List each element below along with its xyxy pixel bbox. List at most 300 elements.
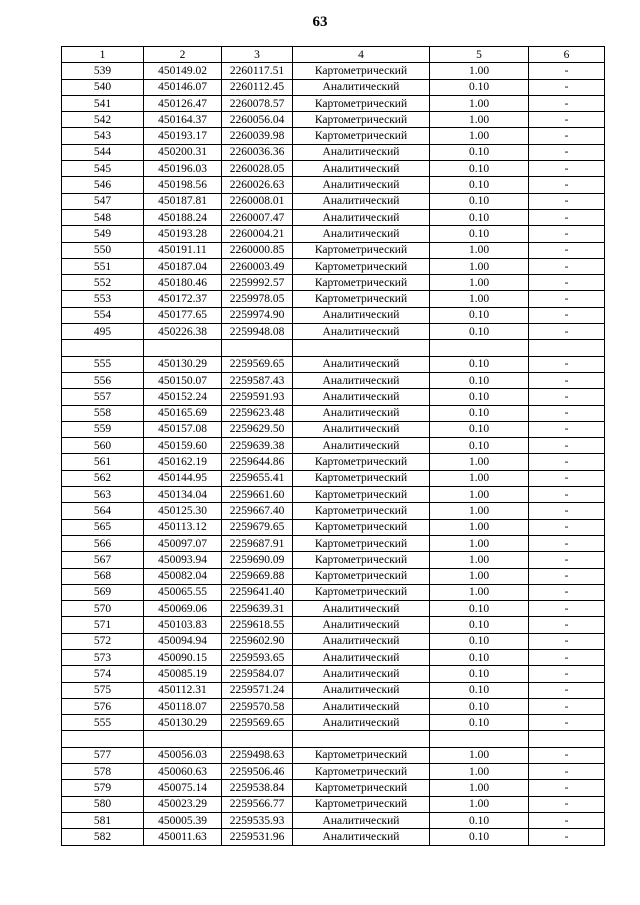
- table-cell: 450193.17: [144, 128, 222, 144]
- table-cell: 562: [62, 470, 144, 486]
- table-cell: 450113.12: [144, 519, 222, 535]
- table-cell: 450152.24: [144, 389, 222, 405]
- table-cell: Аналитический: [293, 812, 430, 828]
- table-row: [62, 307, 605, 323]
- table-cell: Картометрический: [293, 796, 430, 812]
- table-cell: 450093.94: [144, 552, 222, 568]
- table-cell: -: [529, 242, 605, 258]
- table-cell: 2259655.41: [222, 470, 293, 486]
- table-cell: -: [529, 470, 605, 486]
- table-row: [62, 552, 605, 568]
- table-cell: -: [529, 617, 605, 633]
- table-cell: 2259992.57: [222, 275, 293, 291]
- table-row: [62, 275, 605, 291]
- table-body: [62, 63, 605, 845]
- table-cell: 2259569.65: [222, 356, 293, 372]
- table-cell: 2259538.84: [222, 780, 293, 796]
- table-cell: 563: [62, 487, 144, 503]
- table-cell: 2259639.31: [222, 601, 293, 617]
- table-cell: 555: [62, 715, 144, 731]
- table-cell: -: [529, 682, 605, 698]
- table-cell: 2259667.40: [222, 503, 293, 519]
- table-cell: -: [529, 193, 605, 209]
- header-row: [62, 47, 605, 63]
- table-cell: Картометрический: [293, 568, 430, 584]
- table-cell: 450065.55: [144, 584, 222, 600]
- table-cell: 1.00: [430, 454, 529, 470]
- table-cell: Аналитический: [293, 617, 430, 633]
- table-cell: Аналитический: [293, 698, 430, 714]
- table-cell: Картометрический: [293, 258, 430, 274]
- table-cell: Картометрический: [293, 242, 430, 258]
- table-cell: 0.10: [430, 307, 529, 323]
- table-cell: -: [529, 291, 605, 307]
- table-row: [62, 226, 605, 242]
- table-row: [62, 470, 605, 486]
- table-cell: -: [529, 112, 605, 128]
- table-cell: -: [529, 128, 605, 144]
- table-cell: 1.00: [430, 112, 529, 128]
- table-cell: 450144.95: [144, 470, 222, 486]
- table-cell: 2259974.90: [222, 307, 293, 323]
- table-cell: 450226.38: [144, 324, 222, 340]
- table-cell: Картометрический: [293, 95, 430, 111]
- table-cell: 539: [62, 63, 144, 79]
- table-cell: 450198.56: [144, 177, 222, 193]
- table-cell: 2260004.21: [222, 226, 293, 242]
- table-cell: -: [529, 209, 605, 225]
- table-row: [62, 421, 605, 437]
- table-cell: -: [529, 796, 605, 812]
- table-cell: 0.10: [430, 226, 529, 242]
- table-cell: -: [529, 258, 605, 274]
- table-cell: 553: [62, 291, 144, 307]
- table-cell: -: [529, 79, 605, 95]
- table-cell: Аналитический: [293, 324, 430, 340]
- table-cell: 450157.08: [144, 421, 222, 437]
- table-cell: 546: [62, 177, 144, 193]
- section-separator-row: [62, 731, 605, 747]
- table-cell: 1.00: [430, 291, 529, 307]
- table-cell: 541: [62, 95, 144, 111]
- table-cell: 450164.37: [144, 112, 222, 128]
- table-cell: 2259569.65: [222, 715, 293, 731]
- table-cell: 2259639.38: [222, 438, 293, 454]
- table-cell: 573: [62, 649, 144, 665]
- empty-cell: [293, 340, 430, 356]
- table-row: [62, 829, 605, 845]
- column-header: 1: [62, 47, 144, 63]
- table-cell: Аналитический: [293, 144, 430, 160]
- table-cell: 2260000.85: [222, 242, 293, 258]
- table-cell: -: [529, 584, 605, 600]
- table-cell: 450097.07: [144, 535, 222, 551]
- table-cell: 2259570.58: [222, 698, 293, 714]
- table-row: [62, 209, 605, 225]
- table-cell: 0.10: [430, 438, 529, 454]
- table-cell: Картометрический: [293, 454, 430, 470]
- table-cell: 450187.04: [144, 258, 222, 274]
- table-cell: 552: [62, 275, 144, 291]
- table-cell: 1.00: [430, 519, 529, 535]
- table-cell: 1.00: [430, 503, 529, 519]
- table-row: [62, 503, 605, 519]
- table-row: [62, 666, 605, 682]
- table-cell: Аналитический: [293, 356, 430, 372]
- table-cell: Аналитический: [293, 633, 430, 649]
- table-cell: 450188.24: [144, 209, 222, 225]
- table-cell: 2260039.98: [222, 128, 293, 144]
- table-cell: 2260028.05: [222, 161, 293, 177]
- table-row: [62, 698, 605, 714]
- table-cell: Аналитический: [293, 666, 430, 682]
- table-cell: 0.10: [430, 324, 529, 340]
- table-cell: -: [529, 161, 605, 177]
- table-cell: 543: [62, 128, 144, 144]
- table-cell: Аналитический: [293, 438, 430, 454]
- table-cell: 450075.14: [144, 780, 222, 796]
- table-cell: Аналитический: [293, 389, 430, 405]
- table-cell: 548: [62, 209, 144, 225]
- table-cell: Картометрический: [293, 780, 430, 796]
- table-cell: Картометрический: [293, 764, 430, 780]
- table-cell: 557: [62, 389, 144, 405]
- table-cell: 1.00: [430, 552, 529, 568]
- column-header: 3: [222, 47, 293, 63]
- table-cell: 2259687.91: [222, 535, 293, 551]
- table-cell: 2259669.88: [222, 568, 293, 584]
- table-cell: -: [529, 275, 605, 291]
- table-cell: 1.00: [430, 95, 529, 111]
- empty-cell: [529, 340, 605, 356]
- table-cell: 2260117.51: [222, 63, 293, 79]
- table-cell: 450193.28: [144, 226, 222, 242]
- table-cell: 2259644.86: [222, 454, 293, 470]
- table-cell: Аналитический: [293, 79, 430, 95]
- table-cell: 450165.69: [144, 405, 222, 421]
- table-cell: 1.00: [430, 128, 529, 144]
- table-row: [62, 764, 605, 780]
- table-cell: -: [529, 226, 605, 242]
- table-cell: 1.00: [430, 275, 529, 291]
- table-cell: Картометрический: [293, 487, 430, 503]
- table-cell: Аналитический: [293, 161, 430, 177]
- table-cell: 0.10: [430, 372, 529, 388]
- table-cell: 2259566.77: [222, 796, 293, 812]
- table-row: [62, 584, 605, 600]
- table-cell: 450118.07: [144, 698, 222, 714]
- table-cell: 0.10: [430, 666, 529, 682]
- table-cell: -: [529, 715, 605, 731]
- table-cell: 551: [62, 258, 144, 274]
- table-cell: -: [529, 747, 605, 763]
- table-cell: 542: [62, 112, 144, 128]
- table-cell: 450187.81: [144, 193, 222, 209]
- table-cell: 2259978.05: [222, 291, 293, 307]
- table-cell: 0.10: [430, 356, 529, 372]
- table-cell: 571: [62, 617, 144, 633]
- table-cell: 1.00: [430, 242, 529, 258]
- table-cell: 550: [62, 242, 144, 258]
- empty-cell: [430, 340, 529, 356]
- table-cell: 2259948.08: [222, 324, 293, 340]
- table-cell: -: [529, 568, 605, 584]
- table-cell: 0.10: [430, 633, 529, 649]
- table-cell: 2260008.01: [222, 193, 293, 209]
- table-row: [62, 324, 605, 340]
- table-cell: 0.10: [430, 161, 529, 177]
- empty-cell: [529, 731, 605, 747]
- table-cell: 570: [62, 601, 144, 617]
- table-cell: 2260078.57: [222, 95, 293, 111]
- table-row: [62, 633, 605, 649]
- table-cell: -: [529, 698, 605, 714]
- table-cell: 450130.29: [144, 715, 222, 731]
- table-cell: Аналитический: [293, 715, 430, 731]
- table-cell: 450090.15: [144, 649, 222, 665]
- table-cell: 0.10: [430, 144, 529, 160]
- table-cell: Картометрический: [293, 747, 430, 763]
- column-header: 4: [293, 47, 430, 63]
- table-cell: -: [529, 519, 605, 535]
- table-cell: Картометрический: [293, 63, 430, 79]
- table-cell: 450023.29: [144, 796, 222, 812]
- table-cell: 0.10: [430, 421, 529, 437]
- table-row: [62, 161, 605, 177]
- table-cell: 450162.19: [144, 454, 222, 470]
- table-cell: Картометрический: [293, 128, 430, 144]
- table-cell: 1.00: [430, 747, 529, 763]
- table-cell: Аналитический: [293, 829, 430, 845]
- table-cell: 495: [62, 324, 144, 340]
- table-cell: -: [529, 829, 605, 845]
- column-header: 6: [529, 47, 605, 63]
- table-cell: Аналитический: [293, 601, 430, 617]
- table-row: [62, 144, 605, 160]
- table-row: [62, 812, 605, 828]
- table-row: [62, 405, 605, 421]
- table-cell: -: [529, 307, 605, 323]
- table-cell: -: [529, 63, 605, 79]
- table-cell: 2260003.49: [222, 258, 293, 274]
- table-cell: Картометрический: [293, 291, 430, 307]
- column-header: 2: [144, 47, 222, 63]
- table-cell: 0.10: [430, 649, 529, 665]
- table-cell: 1.00: [430, 796, 529, 812]
- table-cell: Аналитический: [293, 226, 430, 242]
- table-cell: 2259498.63: [222, 747, 293, 763]
- table-cell: Аналитический: [293, 421, 430, 437]
- table-row: [62, 372, 605, 388]
- table-cell: 2259690.09: [222, 552, 293, 568]
- table-cell: Аналитический: [293, 209, 430, 225]
- table-row: [62, 177, 605, 193]
- table-cell: Аналитический: [293, 193, 430, 209]
- table-cell: 450060.63: [144, 764, 222, 780]
- table-cell: 450112.31: [144, 682, 222, 698]
- table-cell: 1.00: [430, 487, 529, 503]
- table-cell: 450056.03: [144, 747, 222, 763]
- table-row: [62, 128, 605, 144]
- table-cell: 2259587.43: [222, 372, 293, 388]
- table-cell: -: [529, 438, 605, 454]
- table-cell: 576: [62, 698, 144, 714]
- table-row: [62, 79, 605, 95]
- table-cell: 1.00: [430, 780, 529, 796]
- table-cell: -: [529, 633, 605, 649]
- table-cell: 2259618.55: [222, 617, 293, 633]
- table-cell: 559: [62, 421, 144, 437]
- table-cell: 450146.07: [144, 79, 222, 95]
- table-cell: 1.00: [430, 568, 529, 584]
- table-cell: 558: [62, 405, 144, 421]
- table-cell: 564: [62, 503, 144, 519]
- empty-cell: [222, 340, 293, 356]
- table-row: [62, 780, 605, 796]
- table-row: [62, 95, 605, 111]
- table-cell: Аналитический: [293, 177, 430, 193]
- table-cell: -: [529, 649, 605, 665]
- table-cell: 1.00: [430, 584, 529, 600]
- table-row: [62, 291, 605, 307]
- table-cell: 0.10: [430, 812, 529, 828]
- table-cell: 2259591.93: [222, 389, 293, 405]
- table-row: [62, 568, 605, 584]
- table-cell: 0.10: [430, 682, 529, 698]
- empty-cell: [62, 731, 144, 747]
- table-cell: 450149.02: [144, 63, 222, 79]
- table-cell: 581: [62, 812, 144, 828]
- table-cell: Картометрический: [293, 112, 430, 128]
- table-cell: -: [529, 144, 605, 160]
- table-cell: 0.10: [430, 389, 529, 405]
- table-cell: 1.00: [430, 535, 529, 551]
- table-cell: -: [529, 666, 605, 682]
- table-cell: Аналитический: [293, 405, 430, 421]
- table-cell: Картометрический: [293, 535, 430, 551]
- table-cell: 450177.65: [144, 307, 222, 323]
- table-cell: 450191.11: [144, 242, 222, 258]
- table-cell: 1.00: [430, 63, 529, 79]
- table-cell: -: [529, 95, 605, 111]
- table-cell: Картометрический: [293, 503, 430, 519]
- table-row: [62, 242, 605, 258]
- table-cell: Картометрический: [293, 552, 430, 568]
- empty-cell: [293, 731, 430, 747]
- table-cell: 2259584.07: [222, 666, 293, 682]
- table-cell: 547: [62, 193, 144, 209]
- table-cell: 568: [62, 568, 144, 584]
- table-cell: 2260056.04: [222, 112, 293, 128]
- table-cell: Картометрический: [293, 275, 430, 291]
- table-cell: 0.10: [430, 405, 529, 421]
- table-cell: 450103.83: [144, 617, 222, 633]
- table-cell: 0.10: [430, 177, 529, 193]
- table-row: [62, 389, 605, 405]
- table-cell: 0.10: [430, 193, 529, 209]
- table-cell: 2259531.96: [222, 829, 293, 845]
- table-cell: 2260036.36: [222, 144, 293, 160]
- table-cell: 450150.07: [144, 372, 222, 388]
- empty-cell: [222, 731, 293, 747]
- table-cell: 555: [62, 356, 144, 372]
- empty-cell: [144, 731, 222, 747]
- table-cell: 1.00: [430, 258, 529, 274]
- table-cell: -: [529, 405, 605, 421]
- table-cell: 2259623.48: [222, 405, 293, 421]
- page-number: 63: [312, 14, 328, 30]
- table-cell: -: [529, 454, 605, 470]
- table-cell: 450126.47: [144, 95, 222, 111]
- table-cell: 577: [62, 747, 144, 763]
- table-cell: 560: [62, 438, 144, 454]
- table-cell: 2259506.46: [222, 764, 293, 780]
- table-cell: 450011.63: [144, 829, 222, 845]
- table-cell: 574: [62, 666, 144, 682]
- table-row: [62, 438, 605, 454]
- table-cell: 0.10: [430, 209, 529, 225]
- table-cell: 0.10: [430, 601, 529, 617]
- table-cell: 556: [62, 372, 144, 388]
- table-cell: -: [529, 389, 605, 405]
- table-cell: 1.00: [430, 764, 529, 780]
- table-row: [62, 112, 605, 128]
- table-cell: -: [529, 372, 605, 388]
- table-cell: -: [529, 552, 605, 568]
- table-cell: Аналитический: [293, 307, 430, 323]
- table-row: [62, 682, 605, 698]
- table-cell: 554: [62, 307, 144, 323]
- table-row: [62, 601, 605, 617]
- table-cell: 450130.29: [144, 356, 222, 372]
- table-row: [62, 617, 605, 633]
- table-cell: 450196.03: [144, 161, 222, 177]
- table-cell: -: [529, 421, 605, 437]
- table-cell: -: [529, 177, 605, 193]
- table-cell: 549: [62, 226, 144, 242]
- table-cell: 540: [62, 79, 144, 95]
- table-cell: 0.10: [430, 715, 529, 731]
- table-cell: -: [529, 535, 605, 551]
- table-cell: 2260112.45: [222, 79, 293, 95]
- table-cell: 2259571.24: [222, 682, 293, 698]
- table-cell: 575: [62, 682, 144, 698]
- coordinates-table: [61, 46, 605, 846]
- table-row: [62, 454, 605, 470]
- empty-cell: [62, 340, 144, 356]
- table-cell: 450134.04: [144, 487, 222, 503]
- table-cell: 1.00: [430, 470, 529, 486]
- table-row: [62, 715, 605, 731]
- table-cell: 450005.39: [144, 812, 222, 828]
- section-separator-row: [62, 340, 605, 356]
- table-cell: 544: [62, 144, 144, 160]
- table-cell: -: [529, 487, 605, 503]
- table-cell: 2260026.63: [222, 177, 293, 193]
- table-cell: 2259679.65: [222, 519, 293, 535]
- table-cell: 2259641.40: [222, 584, 293, 600]
- table-cell: -: [529, 356, 605, 372]
- table-cell: 578: [62, 764, 144, 780]
- table-cell: 0.10: [430, 617, 529, 633]
- table-row: [62, 356, 605, 372]
- table-cell: 580: [62, 796, 144, 812]
- table-cell: 545: [62, 161, 144, 177]
- table-row: [62, 258, 605, 274]
- table-cell: -: [529, 503, 605, 519]
- table-cell: 2259535.93: [222, 812, 293, 828]
- table-cell: 450082.04: [144, 568, 222, 584]
